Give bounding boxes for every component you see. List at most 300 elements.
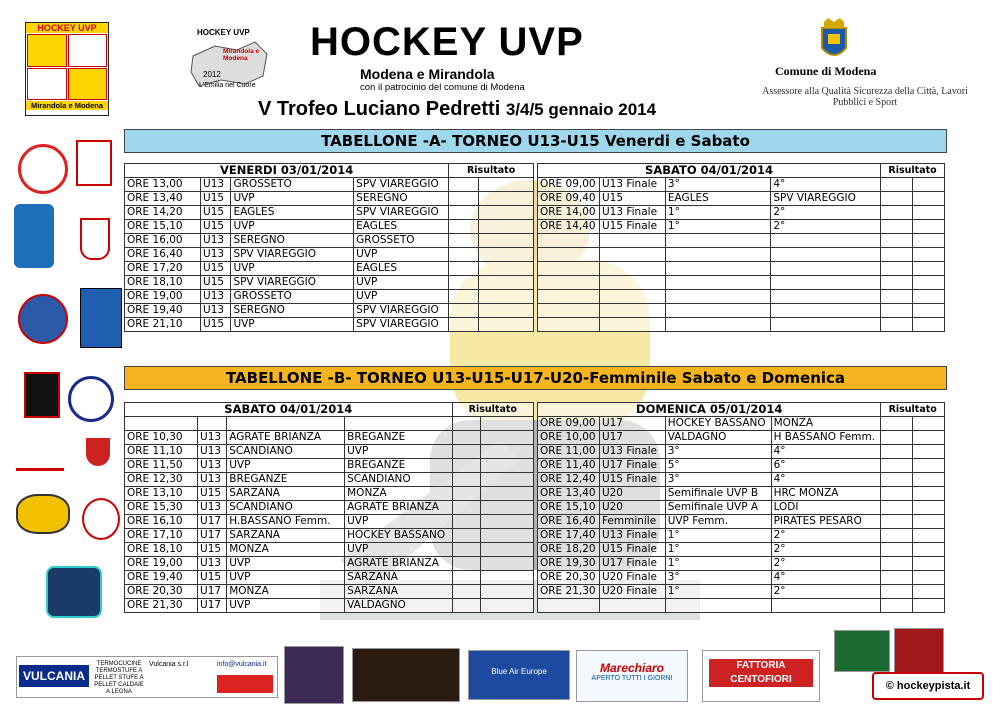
- away-score[interactable]: [480, 543, 533, 557]
- uvp-logo: [25, 22, 109, 116]
- table-header-row: [125, 403, 534, 417]
- table-row: [125, 262, 534, 276]
- match-category: U13: [201, 234, 231, 248]
- away-score[interactable]: [478, 192, 533, 206]
- table-row: [125, 585, 534, 599]
- match-time: ORE 11,10: [125, 445, 198, 459]
- match-time: ORE 17,40: [538, 529, 600, 543]
- away-score[interactable]: [478, 262, 533, 276]
- sponsor-blue-air[interactable]: [468, 650, 570, 700]
- match-category: U15: [198, 571, 227, 585]
- home-score[interactable]: [881, 529, 913, 543]
- match-time: [538, 248, 600, 262]
- home-score[interactable]: [881, 515, 913, 529]
- away-score[interactable]: [478, 276, 533, 290]
- match-time: ORE 15,30: [125, 501, 198, 515]
- away-score[interactable]: [913, 234, 945, 248]
- match-time: ORE 15,10: [125, 220, 201, 234]
- match-category: U20 Finale: [599, 571, 665, 585]
- away-team: 4°: [771, 445, 881, 459]
- match-category: U15: [198, 487, 227, 501]
- away-team: MONZA: [771, 417, 881, 431]
- away-score[interactable]: [478, 304, 533, 318]
- home-score[interactable]: [881, 234, 913, 248]
- blue-air-label: Blue Air Europe: [491, 667, 547, 676]
- away-score[interactable]: [913, 192, 945, 206]
- trophy-dates: 3/4/5 gennaio 2014: [505, 100, 657, 119]
- home-team: HOCKEY BASSANO: [665, 417, 771, 431]
- club-logo-icon: [76, 140, 112, 186]
- away-score[interactable]: [480, 529, 533, 543]
- table-row: [538, 192, 945, 206]
- away-team: [771, 304, 881, 318]
- table-row: [125, 290, 534, 304]
- home-team: SCANDIANO: [227, 501, 345, 515]
- table-row: [125, 557, 534, 571]
- home-score[interactable]: [449, 192, 478, 206]
- away-score[interactable]: [913, 431, 945, 445]
- page-subtitle: Modena e Mirandola: [360, 66, 495, 82]
- home-team: [665, 318, 770, 332]
- away-team: SPV VIAREGGIO: [354, 206, 449, 220]
- away-team: PIRATES PESARO: [771, 515, 881, 529]
- home-score[interactable]: [452, 599, 480, 613]
- away-score[interactable]: [480, 445, 533, 459]
- home-team: Semifinale UVP B: [665, 487, 771, 501]
- logo-quadrant-icon: [27, 68, 67, 101]
- home-score[interactable]: [881, 459, 913, 473]
- away-score[interactable]: [913, 557, 945, 571]
- table-row: [538, 220, 945, 234]
- match-category: U15: [201, 220, 231, 234]
- home-score[interactable]: [452, 445, 480, 459]
- home-team: SPV VIAREGGIO: [231, 248, 354, 262]
- sponsor-marechiaro[interactable]: [576, 650, 688, 702]
- match-time: ORE 21,30: [125, 599, 198, 613]
- sponsor-fattoria[interactable]: [702, 650, 820, 702]
- home-score[interactable]: [452, 515, 480, 529]
- away-team: 4°: [771, 473, 881, 487]
- away-score[interactable]: [480, 599, 533, 613]
- away-score[interactable]: [913, 276, 945, 290]
- comune-crest-icon: [818, 18, 850, 62]
- away-score[interactable]: [913, 571, 945, 585]
- away-team: 2°: [771, 585, 881, 599]
- away-score[interactable]: [913, 248, 945, 262]
- home-team: [665, 599, 771, 613]
- home-score[interactable]: [881, 248, 913, 262]
- comune-assessore: Assessore alla Qualità Sicurezza della Città, Lavori Pubblici e Sport: [762, 86, 968, 108]
- away-team: SCANDIANO: [345, 473, 452, 487]
- away-team: SARZANA: [345, 571, 452, 585]
- away-score[interactable]: [480, 473, 533, 487]
- sponsor-nails[interactable]: [284, 646, 344, 704]
- home-team: H.BASSANO Femm.: [227, 515, 345, 529]
- table-row: [538, 262, 945, 276]
- table-row: [125, 178, 534, 192]
- away-team: [771, 318, 881, 332]
- logo-quadrant-icon: [68, 68, 108, 101]
- patronage-text: con il patrocinio del comune di Modena: [360, 82, 525, 93]
- club-logo-icon: [80, 288, 122, 348]
- match-category: U17: [198, 515, 227, 529]
- table-row: [538, 585, 945, 599]
- match-category: U17: [198, 599, 227, 613]
- away-score[interactable]: [478, 248, 533, 262]
- home-score[interactable]: [449, 206, 478, 220]
- match-time: ORE 19,40: [125, 571, 198, 585]
- away-score[interactable]: [913, 501, 945, 515]
- match-category: U15 Finale: [599, 473, 665, 487]
- match-category: U13: [201, 248, 231, 262]
- home-score[interactable]: [881, 276, 913, 290]
- home-score[interactable]: [452, 585, 480, 599]
- table-header-row: [538, 403, 945, 417]
- away-score[interactable]: [913, 459, 945, 473]
- match-time: ORE 21,30: [538, 585, 600, 599]
- sponsor-vulcania[interactable]: [16, 656, 278, 698]
- home-team: [665, 262, 770, 276]
- match-category: U13 Finale: [599, 529, 665, 543]
- match-category: U13: [198, 445, 227, 459]
- away-score[interactable]: [480, 585, 533, 599]
- home-score[interactable]: [881, 557, 913, 571]
- home-team: UVP: [231, 262, 354, 276]
- away-team: 4°: [771, 571, 881, 585]
- table-row: [538, 234, 945, 248]
- away-score[interactable]: [913, 515, 945, 529]
- away-team: SPV VIAREGGIO: [354, 304, 449, 318]
- home-team: 3°: [665, 178, 770, 192]
- uvp-logo-top-text: HOCKEY UVP: [26, 23, 108, 33]
- away-score[interactable]: [480, 571, 533, 585]
- home-team: 3°: [665, 473, 771, 487]
- away-score[interactable]: [913, 529, 945, 543]
- home-score[interactable]: [881, 473, 913, 487]
- match-category: U15: [201, 318, 231, 332]
- away-team: MONZA: [345, 487, 452, 501]
- home-score[interactable]: [881, 445, 913, 459]
- home-score[interactable]: [881, 501, 913, 515]
- table-row: [538, 445, 945, 459]
- home-score[interactable]: [449, 220, 478, 234]
- match-category: [599, 290, 665, 304]
- home-score[interactable]: [881, 262, 913, 276]
- home-score[interactable]: [449, 248, 478, 262]
- away-score[interactable]: [913, 262, 945, 276]
- table-row: [125, 431, 534, 445]
- table-row: [125, 192, 534, 206]
- away-team: LODI: [771, 501, 881, 515]
- board-a-saturday-header: SABATO 04/01/2014: [538, 164, 881, 178]
- match-category: U17 Finale: [599, 459, 665, 473]
- away-score[interactable]: [478, 234, 533, 248]
- away-team: H BASSANO Femm.: [771, 431, 881, 445]
- away-score[interactable]: [913, 445, 945, 459]
- away-score[interactable]: [480, 515, 533, 529]
- away-score[interactable]: [480, 501, 533, 515]
- away-team: UVP: [345, 445, 452, 459]
- home-team: BREGANZE: [227, 473, 345, 487]
- home-score[interactable]: [881, 571, 913, 585]
- home-score[interactable]: [881, 417, 913, 431]
- match-category: U13: [198, 431, 227, 445]
- table-row: [538, 599, 945, 613]
- match-category: U20 Finale: [599, 585, 665, 599]
- table-row: [125, 599, 534, 613]
- home-score[interactable]: [452, 501, 480, 515]
- sponsor-lonardi[interactable]: [352, 648, 460, 702]
- home-score[interactable]: [881, 318, 913, 332]
- page-title: HOCKEY UVP: [310, 20, 584, 64]
- home-team: UVP: [231, 220, 354, 234]
- away-team: HRC MONZA: [771, 487, 881, 501]
- match-category: U15 Finale: [599, 543, 665, 557]
- club-logo-icon: [24, 372, 60, 418]
- home-score[interactable]: [881, 585, 913, 599]
- match-category: [198, 417, 227, 431]
- table-row: [538, 529, 945, 543]
- away-score[interactable]: [478, 220, 533, 234]
- table-row: [538, 178, 945, 192]
- home-score[interactable]: [881, 220, 913, 234]
- board-a-friday-table: [124, 163, 534, 332]
- vulcania-company: Vulcania s.r.l: [149, 661, 189, 668]
- table-row: [125, 248, 534, 262]
- away-team: SPV VIAREGGIO: [354, 318, 449, 332]
- match-time: ORE 13,00: [125, 178, 201, 192]
- match-time: ORE 20,30: [538, 571, 600, 585]
- table-row: [538, 318, 945, 332]
- match-category: Femminile: [599, 515, 665, 529]
- board-b-saturday-header: SABATO 04/01/2014: [125, 403, 453, 417]
- away-team: 6°: [771, 459, 881, 473]
- home-score[interactable]: [881, 206, 913, 220]
- match-time: [538, 276, 600, 290]
- away-score[interactable]: [913, 290, 945, 304]
- home-score[interactable]: [449, 304, 478, 318]
- home-score[interactable]: [449, 234, 478, 248]
- home-team: Semifinale UVP A: [665, 501, 771, 515]
- away-score[interactable]: [480, 431, 533, 445]
- away-team: [771, 290, 881, 304]
- match-category: U13 Finale: [599, 206, 665, 220]
- match-category: U15: [198, 543, 227, 557]
- match-time: ORE 09,00: [538, 178, 600, 192]
- home-score[interactable]: [449, 178, 478, 192]
- away-score[interactable]: [913, 473, 945, 487]
- emilia-logo-caption: L'Emilia nel Cuore: [199, 82, 256, 89]
- board-a-friday-header: VENERDI 03/01/2014: [125, 164, 449, 178]
- home-team: UVP: [227, 557, 345, 571]
- home-score[interactable]: [881, 304, 913, 318]
- away-score[interactable]: [478, 290, 533, 304]
- table-row: [538, 487, 945, 501]
- away-score[interactable]: [478, 206, 533, 220]
- match-time: [538, 304, 600, 318]
- home-score[interactable]: [452, 571, 480, 585]
- match-category: U13: [201, 178, 231, 192]
- table-row: [538, 557, 945, 571]
- home-score[interactable]: [452, 473, 480, 487]
- home-team: UVP: [231, 318, 354, 332]
- home-score[interactable]: [449, 276, 478, 290]
- away-team: HOCKEY BASSANO: [345, 529, 452, 543]
- match-time: ORE 18,20: [538, 543, 600, 557]
- club-logo-icon: [14, 204, 54, 268]
- away-score[interactable]: [913, 417, 945, 431]
- table-row: [538, 417, 945, 431]
- away-score[interactable]: [913, 206, 945, 220]
- vulcania-phone-box: [217, 675, 273, 693]
- home-team: [227, 417, 345, 431]
- home-team: 1°: [665, 206, 770, 220]
- home-score[interactable]: [449, 290, 478, 304]
- club-logo-icon: [68, 376, 114, 422]
- table-row: [538, 459, 945, 473]
- sponsor-book[interactable]: [894, 628, 944, 674]
- home-team: VALDAGNO: [665, 431, 771, 445]
- home-score[interactable]: [452, 529, 480, 543]
- home-team: UVP: [231, 192, 354, 206]
- match-category: [599, 262, 665, 276]
- away-team: SPV VIAREGGIO: [771, 192, 881, 206]
- board-a-saturday-table: [537, 163, 945, 332]
- away-score[interactable]: [913, 178, 945, 192]
- match-time: ORE 21,10: [125, 318, 201, 332]
- sponsor-green[interactable]: [834, 630, 890, 672]
- table-row: [538, 276, 945, 290]
- table-row: [125, 276, 534, 290]
- away-score[interactable]: [913, 220, 945, 234]
- hockeypista-credit[interactable]: © hockeypista.it: [872, 672, 984, 700]
- match-time: ORE 20,30: [125, 585, 198, 599]
- emilia-logo-title: HOCKEY UVP: [197, 28, 250, 37]
- away-team: UVP: [354, 290, 449, 304]
- table-row: [125, 304, 534, 318]
- board-a-banner: TABELLONE -A- TORNEO U13-U15 Venerdi e Sabato: [124, 129, 947, 153]
- home-team: 3°: [665, 571, 771, 585]
- home-team: SCANDIANO: [227, 445, 345, 459]
- home-score[interactable]: [881, 178, 913, 192]
- away-score[interactable]: [913, 543, 945, 557]
- home-team: GROSSETO: [231, 290, 354, 304]
- home-team: AGRATE BRIANZA: [227, 431, 345, 445]
- home-team: UVP: [227, 459, 345, 473]
- match-category: U15: [201, 276, 231, 290]
- home-score[interactable]: [452, 431, 480, 445]
- match-time: ORE 17,10: [125, 529, 198, 543]
- match-time: ORE 14,40: [538, 220, 600, 234]
- home-score[interactable]: [452, 417, 480, 431]
- away-score[interactable]: [913, 599, 945, 613]
- away-team: [771, 276, 881, 290]
- away-score[interactable]: [480, 557, 533, 571]
- table-row: [125, 445, 534, 459]
- match-time: ORE 11,40: [538, 459, 600, 473]
- board-b-banner: TABELLONE -B- TORNEO U13-U15-U17-U20-Femminile Sabato e Domenica: [124, 366, 947, 390]
- away-score[interactable]: [913, 487, 945, 501]
- away-score[interactable]: [478, 178, 533, 192]
- match-time: ORE 19,30: [538, 557, 600, 571]
- emilia-logo-year: 2012: [203, 70, 221, 79]
- home-score[interactable]: [881, 543, 913, 557]
- away-score[interactable]: [480, 417, 533, 431]
- trophy-name: V Trofeo Luciano Pedretti: [258, 98, 501, 120]
- home-team: [665, 290, 770, 304]
- home-score[interactable]: [452, 543, 480, 557]
- away-team: BREGANZE: [345, 459, 452, 473]
- table-row: [538, 501, 945, 515]
- away-score[interactable]: [480, 459, 533, 473]
- table-row: [125, 571, 534, 585]
- away-score[interactable]: [913, 318, 945, 332]
- away-team: [771, 234, 881, 248]
- home-team: SARZANA: [227, 529, 345, 543]
- match-category: U15: [201, 206, 231, 220]
- table-row: [538, 543, 945, 557]
- away-team: SPV VIAREGGIO: [354, 178, 449, 192]
- match-category: [599, 318, 665, 332]
- away-score[interactable]: [478, 318, 533, 332]
- match-time: ORE 19,00: [125, 557, 198, 571]
- table-row: [125, 501, 534, 515]
- home-score[interactable]: [881, 290, 913, 304]
- home-score[interactable]: [449, 318, 478, 332]
- away-team: 2°: [771, 220, 881, 234]
- table-row: [125, 220, 534, 234]
- match-category: [599, 248, 665, 262]
- away-score[interactable]: [480, 487, 533, 501]
- home-score[interactable]: [452, 487, 480, 501]
- match-category: [599, 304, 665, 318]
- away-team: 2°: [771, 557, 881, 571]
- table-row: [538, 431, 945, 445]
- club-logo-icon: [86, 438, 110, 466]
- match-category: U20: [599, 487, 665, 501]
- table-row: [125, 318, 534, 332]
- home-score[interactable]: [881, 599, 913, 613]
- away-team: UVP: [345, 515, 452, 529]
- result-column-header: Risultato: [881, 403, 945, 417]
- match-time: ORE 19,40: [125, 304, 201, 318]
- result-column-header: Risultato: [449, 164, 534, 178]
- home-score[interactable]: [452, 557, 480, 571]
- home-score[interactable]: [881, 192, 913, 206]
- home-score[interactable]: [881, 487, 913, 501]
- home-score[interactable]: [881, 431, 913, 445]
- table-row: [538, 473, 945, 487]
- home-score[interactable]: [452, 459, 480, 473]
- match-category: U15 Finale: [599, 220, 665, 234]
- home-score[interactable]: [449, 262, 478, 276]
- match-category: [599, 234, 665, 248]
- home-team: MONZA: [227, 585, 345, 599]
- match-time: ORE 18,10: [125, 543, 198, 557]
- away-team: AGRATE BRIANZA: [345, 557, 452, 571]
- match-category: U17 Finale: [599, 557, 665, 571]
- away-team: EAGLES: [354, 262, 449, 276]
- match-category: U15: [599, 192, 665, 206]
- match-time: [538, 599, 600, 613]
- away-team: [771, 599, 881, 613]
- club-logo-icon: [80, 218, 110, 260]
- away-score[interactable]: [913, 304, 945, 318]
- away-team: 2°: [771, 543, 881, 557]
- away-team: EAGLES: [354, 220, 449, 234]
- away-score[interactable]: [913, 585, 945, 599]
- match-time: ORE 19,00: [125, 290, 201, 304]
